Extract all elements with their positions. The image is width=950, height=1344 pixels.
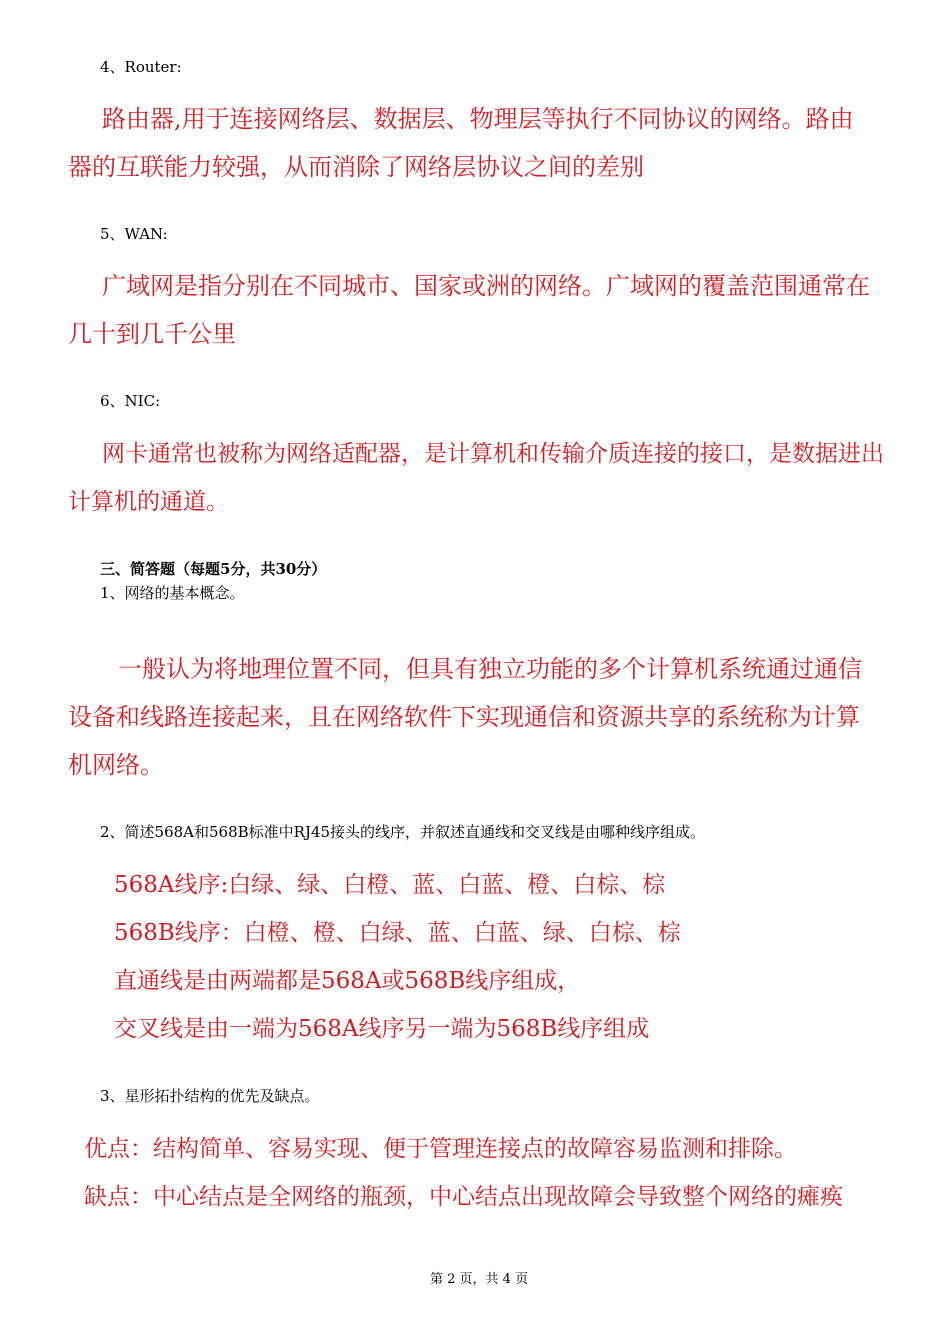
answer-star-topology: [84, 1125, 843, 1221]
answer-line: 路由器,用于连接网络层、数据层、物理层等执行不同协议的网络。路由: [102, 105, 854, 133]
answer-line: 几十到几千公里: [68, 320, 236, 348]
answer-line: 优点：结构简单、容易实现、便于管理连接点的故障容易监测和排除。: [84, 1136, 797, 1162]
answer-line: 直通线是由两端都是568A或568B线序组成，: [114, 968, 581, 994]
answer-wan: [68, 262, 870, 358]
answer-line: 计算机的通道。: [68, 489, 229, 515]
answer-line: 交叉线是由一端为568A线序另一端为568B线序组成: [114, 1016, 650, 1042]
answer-line: 缺点：中心结点是全网络的瓶颈，中心结点出现故障会导致整个网络的瘫痪: [84, 1184, 843, 1210]
section-title: 三、简答题（每题5分，共30分）: [100, 560, 327, 578]
answer-nic: [68, 430, 884, 526]
question-network-concept: 1、网络的基本概念。: [100, 584, 245, 602]
answer-line: 网卡通常也被称为网络适配器，是计算机和传输介质连接的接口，是数据进出: [102, 441, 884, 467]
question-rj45: 2、简述568A和568B标准中RJ45接头的线序，并叙述直通线和交叉线是由哪种线序组成。: [100, 823, 706, 841]
answer-line: 广域网是指分别在不同城市、国家或洲的网络。广域网的覆盖范围通常在: [102, 272, 870, 300]
question-star-topology: 3、星形拓扑结构的优先及缺点。: [100, 1087, 320, 1105]
answer-line: 568A线序:白绿、绿、白橙、蓝、白蓝、橙、白棕、棕: [114, 872, 666, 898]
answer-line: 568B线序：白橙、橙、白绿、蓝、白蓝、绿、白棕、棕: [114, 920, 681, 946]
answer-network-concept: [68, 645, 862, 789]
page-footer: 第 2 页，共 4 页: [430, 1272, 529, 1287]
answer-router: [68, 95, 854, 191]
answer-line: 设备和线路连接起来，且在网络软件下实现通信和资源共享的系统称为计算: [68, 703, 860, 731]
question-nic: 6、NIC:: [100, 392, 161, 410]
answer-rj45: [114, 861, 681, 1053]
answer-line: 一般认为将地理位置不同，但具有独立功能的多个计算机系统通过通信: [118, 655, 862, 683]
question-router: 4、Router:: [100, 58, 182, 76]
answer-line: 机网络。: [68, 751, 164, 779]
answer-line: 器的互联能力较强，从而消除了网络层协议之间的差别: [68, 153, 644, 181]
question-wan: 5、WAN:: [100, 225, 168, 243]
